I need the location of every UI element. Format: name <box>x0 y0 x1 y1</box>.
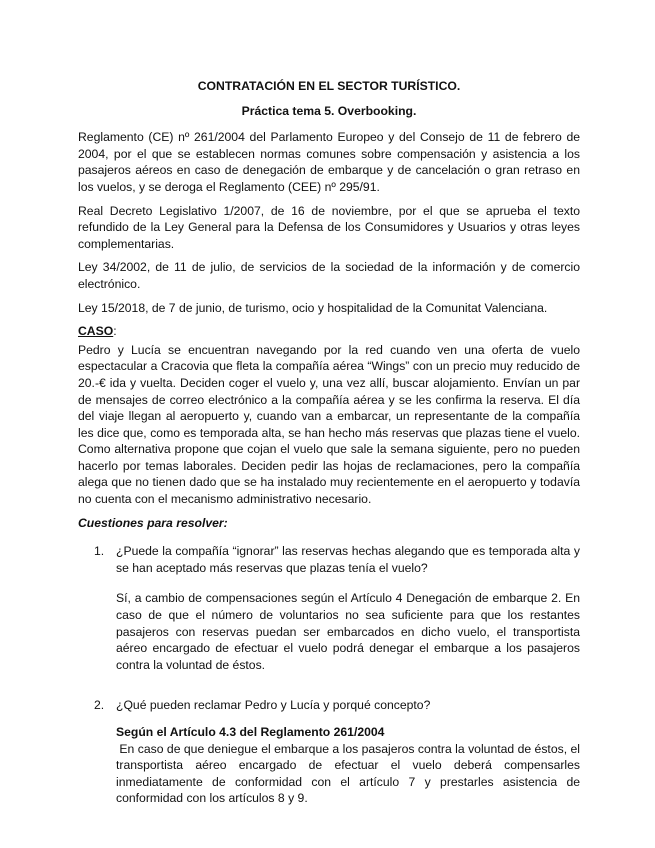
caso-colon: : <box>113 324 117 339</box>
question-text: ¿Qué pueden reclamar Pedro y Lucía y porqué concepto? <box>116 698 431 713</box>
document-subtitle: Práctica tema 5. Overbooking. <box>241 103 417 118</box>
law-reference: Reglamento (CE) nº 261/2004 del Parlamento Europeo y del Consejo de 11 de febrero de 2004, por el que se establecen normas comunes sobre compensación y asistencia a los pasajeros aéreos en caso de denegación de embarque y de cancelación o gran retraso en los vuelos, y se deroga el Reglamento (CEE) nº 295/91. <box>78 130 580 194</box>
law-reference: Real Decreto Legislativo 1/2007, de 16 de noviembre, por el que se aprueba el texto refundido de la Ley General para la Defensa de los Consumidores y Usuarios y otras leyes complementarias. <box>78 203 580 251</box>
cuestiones-heading: Cuestiones para resolver: <box>78 515 228 530</box>
question-text: ¿Puede la compañía “ignorar” las reservas hechas alegando que es temporada alta y se han aceptado más reservas que plazas tenía el vuelo? <box>116 544 580 575</box>
question-number: 1. <box>94 544 105 559</box>
question-item <box>78 697 580 714</box>
answer-text: Sí, a cambio de compensaciones según el Artículo 4 Denegación de embarque 2. En caso de que el número de voluntarios no sea suficiente para que los restantes pasajeros con reservas puedan ser embarcados en dicho vuelo, el transportista aéreo encargado de efectuar el vuelo podrá denegar el embarque a los pasajeros contra la voluntad de éstos. <box>116 591 580 672</box>
answer-heading: Según el Artículo 4.3 del Reglamento 261/2004 <box>116 725 385 739</box>
law-reference: Ley 34/2002, de 11 de julio, de servicios de la sociedad de la información y de comercio electrónico. <box>78 260 580 291</box>
question-number: 2. <box>94 698 105 713</box>
document-page <box>78 78 584 807</box>
caso-text: Pedro y Lucía se encuentran navegando por la red cuando ven una oferta de vuelo espectacular a Cracovia que fleta la compañía aérea “Wings” con un precio muy reducido de 20.-€ ida y vuelta. Deciden coger el vuelo y, una vez allí, buscar alojamiento. Envían un par de mensajes de correo electrónico a la compañía aérea y se les confirma la reserva. El día del viaje llegan al aeropuerto y, cuando van a embarcar, un representante de la compañía les dice que, como es temporada alta, se han hecho más reservas que plazas tiene el vuelo. Como alternativa propone que cojan el vuelo que sale la semana siguiente, pero no pueden hacerlo por temas laborales. Deciden pedir las hojas de reclamaciones, pero la compañía alega que no tienen dado que se ha instalado muy recientemente en el aeropuerto y todavía no cuenta con el mecanismo administrativo necesario. <box>78 342 580 507</box>
question-item <box>78 543 580 576</box>
caso-heading-line <box>78 323 580 340</box>
answer-text: En caso de que deniegue el embarque a los pasajeros contra la voluntad de éstos, el transportista aéreo encargado de efectuar el vuelo deberá compensarles inmediatamente de conformidad con el artículo 7 y prestarles asistencia de conformidad con los artículos 8 y 9. <box>116 741 584 806</box>
document-title: CONTRATACIÓN EN EL SECTOR TURÍSTICO. <box>197 79 461 93</box>
caso-heading: CASO <box>78 324 114 339</box>
law-reference: Ley 15/2018, de 7 de junio, de turismo, ocio y hospitalidad de la Comunitat Valenciana. <box>78 300 548 315</box>
